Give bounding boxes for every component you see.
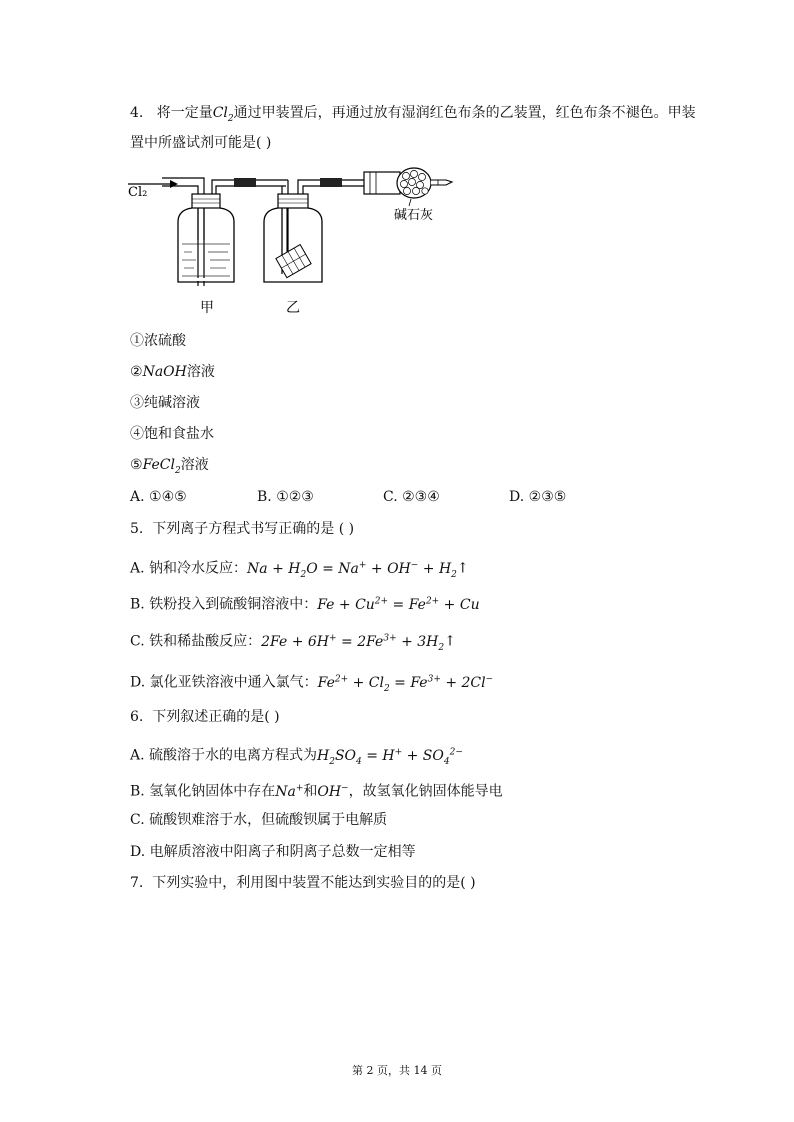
q4-stem-line1: 4. 将一定量$Cl_2$通过甲装置后，再通过放有湿润红色布条的乙装置，红色布条不褪色。甲装 (130, 105, 696, 124)
drying-tube (364, 168, 452, 198)
q4-option-c[interactable]: C. ②③④ (383, 489, 440, 505)
q5-option-b[interactable]: B. 铁粉投入到硫酸铜溶液中：$Fe + Cu^{2+} = Fe^{2+} + Cu$ (130, 596, 480, 613)
bottle-jia (178, 180, 236, 282)
q5-option-c[interactable]: C. 铁和稀盐酸反应：$2Fe + 6H^+ = 2Fe^{3+}$ + $3H_2↑$ (130, 633, 456, 653)
q5-stem: 5. 下列离子方程式书写正确的是 ( ) (130, 521, 355, 537)
q6-option-a[interactable]: A. 硫酸溶于水的电离方程式为$H_2SO_4 = H^+ + SO_4^{2-}$ (130, 747, 463, 767)
q5-option-a[interactable]: A. 钠和冷水反应：$Na + H_2O = Na^+ + OH^-$ + $H_2↑$ (130, 560, 469, 580)
cl2-formula: $Cl_2$ (212, 105, 234, 124)
q4-number: 4. (130, 105, 144, 121)
diagram-cl2-label: Cl₂ (128, 185, 148, 200)
q6-stem: 6. 下列叙述正确的是( ) (130, 709, 280, 725)
q4-option-a[interactable]: A. ①④⑤ (130, 489, 187, 505)
q6-option-b[interactable]: B. 氢氧化钠固体中存在Na+和OH−，故氢氧化钠固体能导电 (130, 783, 503, 800)
q4-item-1: ①浓硫酸 (130, 333, 186, 349)
bottle-yi (264, 180, 322, 282)
q4-item-2: ②NaOH溶液 (130, 364, 215, 380)
q6-option-d[interactable]: D. 电解质溶液中阳离子和阴离子总数一定相等 (130, 844, 416, 860)
q4-item-5: ⑤FeCl$_2$溶液 (130, 457, 209, 476)
wet-cloth-strip (276, 245, 311, 278)
diagram-bottle-a-label: 甲 (200, 300, 214, 316)
q4-option-b[interactable]: B. ①②③ (257, 489, 314, 505)
q4-item-3: ③纯碱溶液 (130, 395, 200, 411)
diagram-bottle-b-label: 乙 (286, 300, 300, 316)
q6-option-c[interactable]: C. 硫酸钡难溶于水，但硫酸钡属于电解质 (130, 812, 388, 828)
page-footer: 第 2 页，共 14 页 (352, 1064, 442, 1077)
diagram-tube-label: 碱石灰 (394, 208, 434, 223)
q7-stem: 7. 下列实验中，利用图中装置不能达到实验目的的是( ) (130, 875, 476, 891)
q5-option-d[interactable]: D. 氯化亚铁溶液中通入氯气：$Fe^{2+} + Cl_2 = Fe^{3+} + 2Cl^-$ (130, 674, 494, 694)
apparatus-diagram (126, 166, 466, 316)
q4-stem-line2: 置中所盛试剂可能是( ) (130, 135, 272, 151)
q4-item-4: ④饱和食盐水 (130, 426, 214, 442)
q4-option-d[interactable]: D. ②③⑤ (509, 489, 567, 505)
